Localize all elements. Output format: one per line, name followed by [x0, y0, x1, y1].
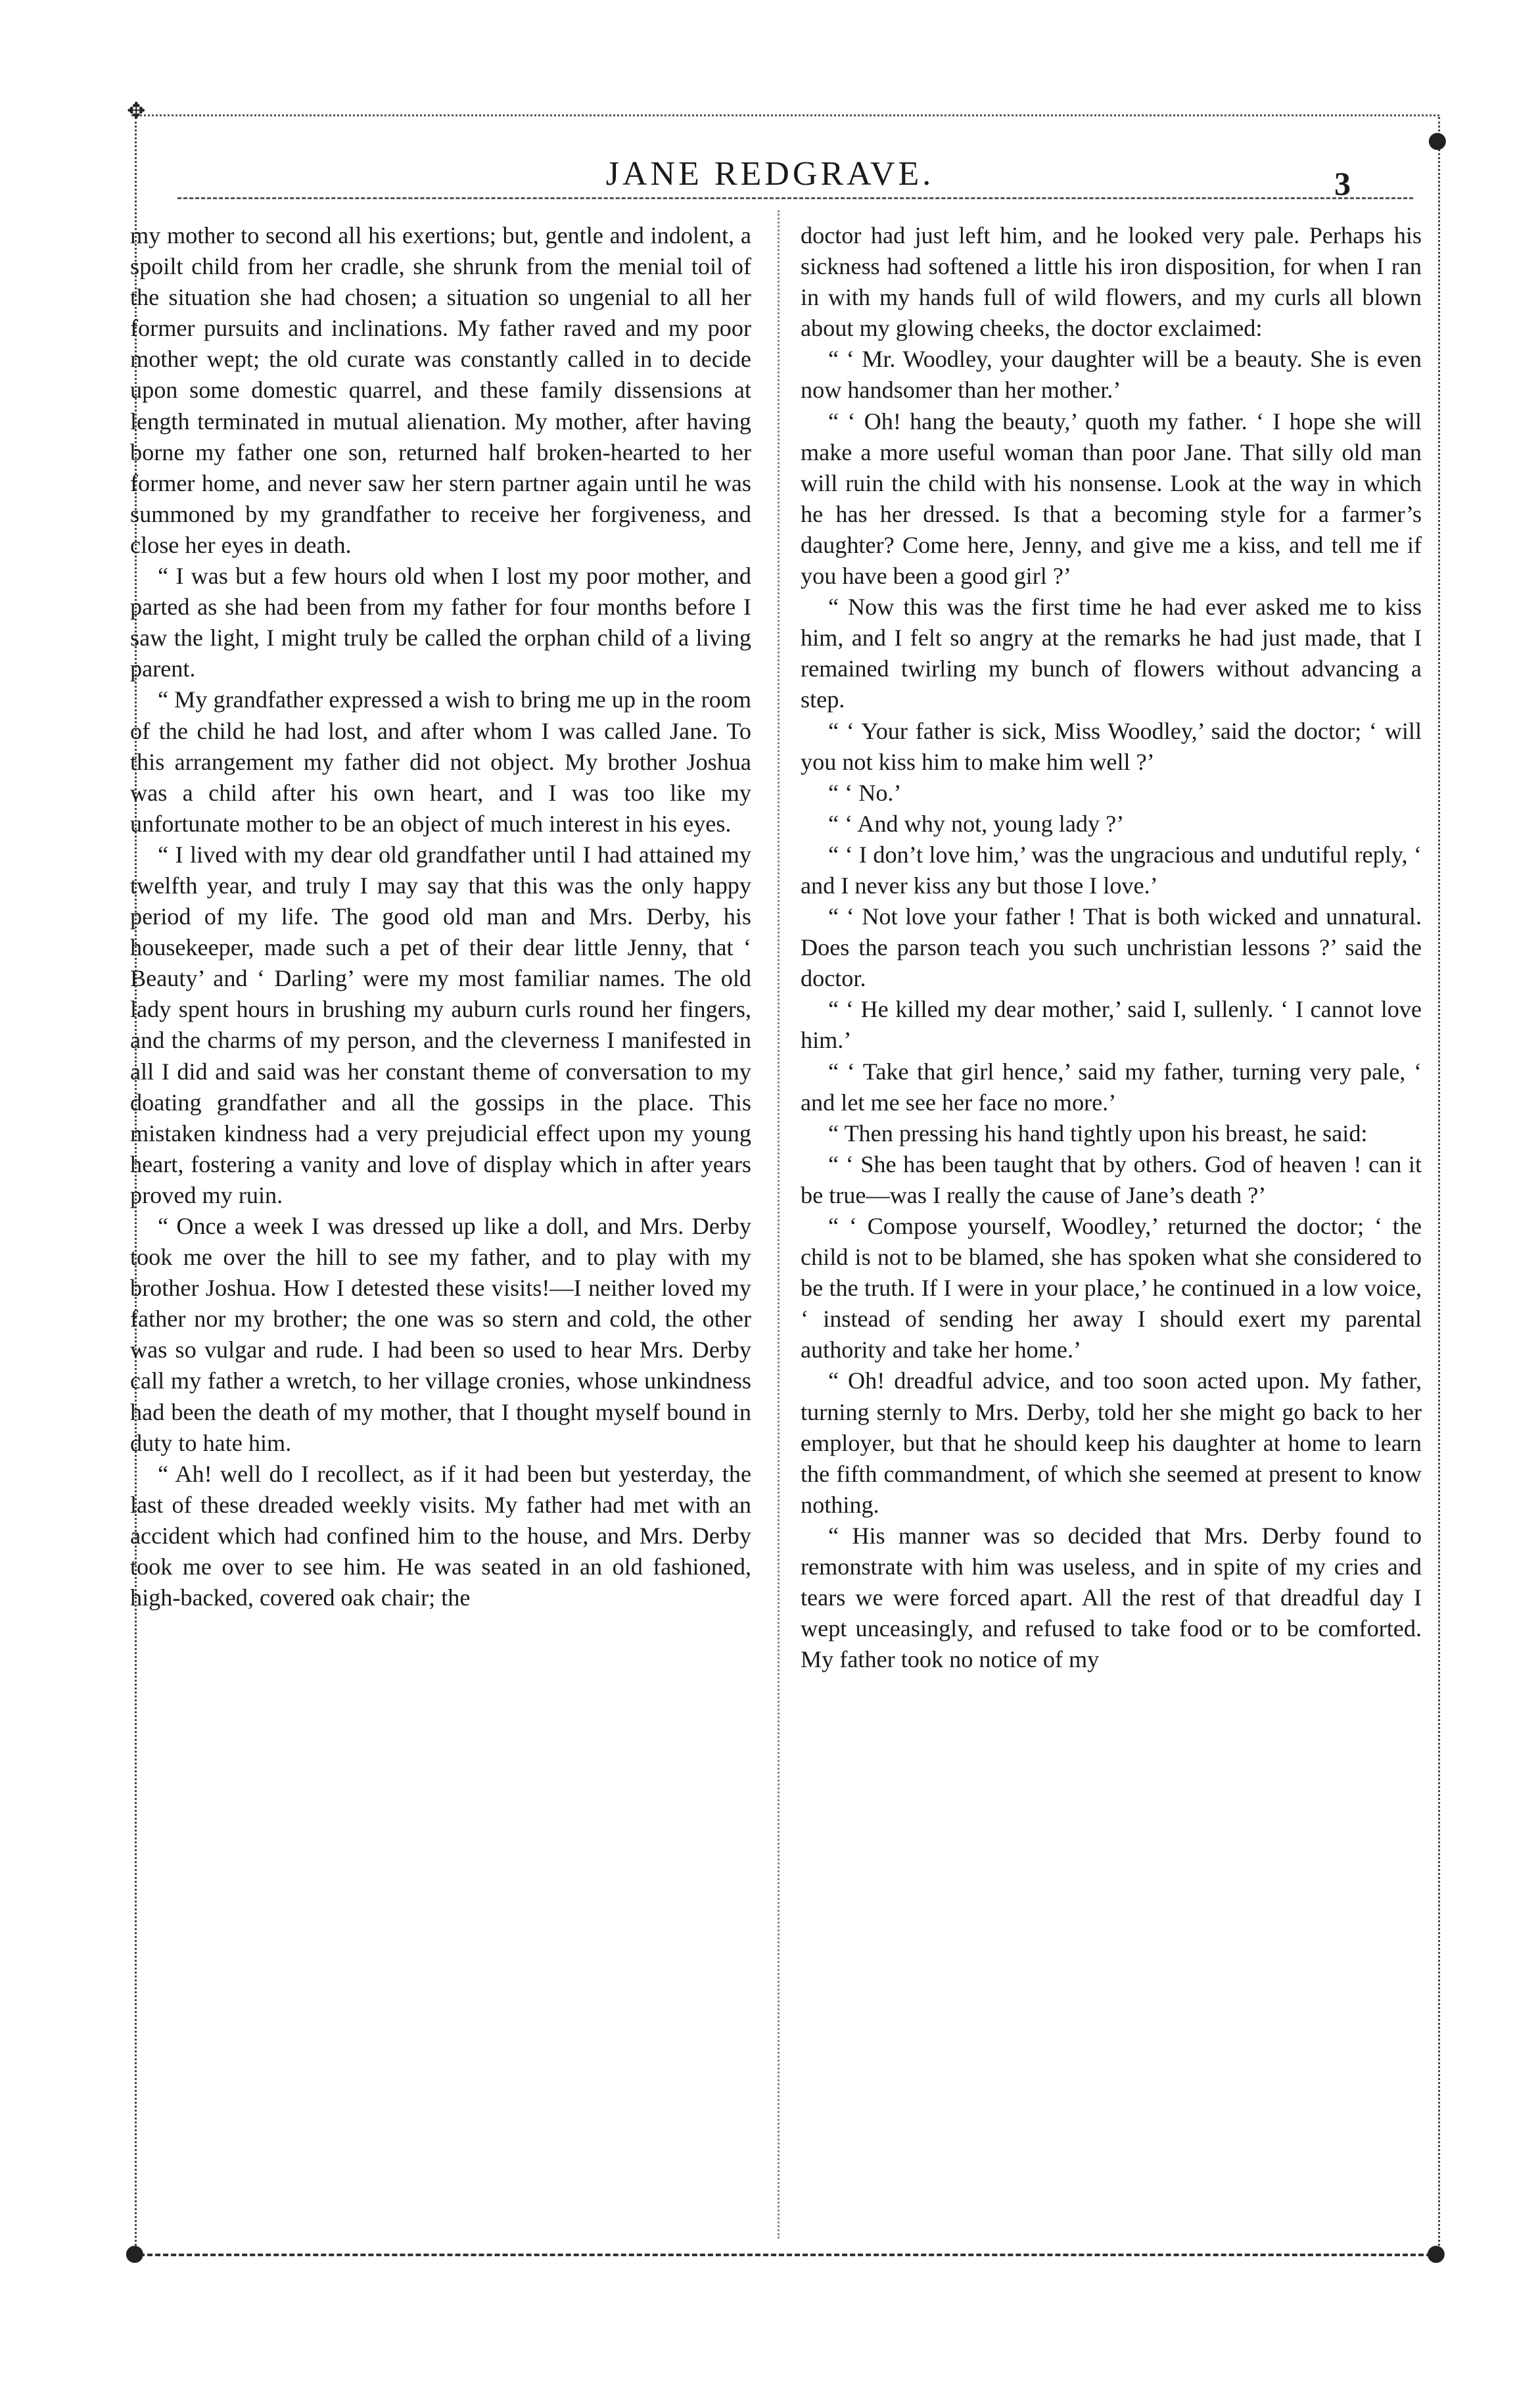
paragraph: “ ‘ No.’: [828, 779, 902, 806]
paragraph: “ ‘ Not love your father ! That is both wicked and unnatural. Does the parson teach you such unchristian lessons ?’ said the doctor.: [801, 903, 1422, 992]
column-divider: [778, 210, 780, 2238]
paragraph: “ ‘ Take that girl hence,’ said my father, turning very pale, ‘ and let me see her face no more.’: [801, 1058, 1422, 1116]
ornament-icon: ✥: [127, 98, 146, 124]
paragraph: “ ‘ Oh! hang the beauty,’ quoth my father. ‘ I hope she will make a more useful woman than poor Jane. That silly old man will ruin the child with his nonsense. Look at the way in which he has her dressed. Is that a becoming style for a farmer’s daughter? Come here, Jenny, and give me a kiss, and tell me if you have been a good girl ?’: [801, 408, 1422, 590]
paragraph: “ ‘ Mr. Woodley, your daughter will be a beauty. She is even now handsomer than her mother.’: [801, 346, 1422, 404]
paragraph: “ Oh! dreadful advice, and too soon acted upon. My father, turning sternly to Mrs. Derby, told her she might go back to her employer, but that he should keep his daughter at home to learn the fifth commandment, of which she seemed at present to know nothing.: [801, 1367, 1422, 1518]
bottom-border-rule: [131, 2254, 1439, 2256]
page-title: JANE REDGRAVE.: [605, 155, 935, 193]
header-rule: [177, 197, 1413, 199]
paragraph: “ ‘ She has been taught that by others. God of heaven ! can it be true—was I really the cause of Jane’s death ?’: [801, 1150, 1422, 1208]
ornament-icon: ●: [1426, 2240, 1446, 2266]
paragraph: “ ‘ I don’t love him,’ was the ungracious and undutiful reply, ‘ and I never kiss any but those I love.’: [801, 841, 1422, 899]
ornament-icon: ●: [1428, 127, 1447, 153]
paragraph: “ Ah! well do I recollect, as if it had been but yesterday, the last of these dreaded weekly visits. My father had met with an accident which had confined him to the house, and Mrs. Derby took me over to see him. He was seated in an old fashioned, high-backed, covered oak chair; the: [130, 1460, 751, 1611]
paragraph: “ ‘ He killed my dear mother,’ said I, sullenly. ‘ I cannot love him.’: [801, 996, 1422, 1054]
ornament-icon: ●: [125, 2240, 145, 2266]
paragraph: “ ‘ Your father is sick, Miss Woodley,’ said the doctor; ‘ will you not kiss him to make him well ?’: [801, 717, 1422, 775]
paragraph: “ Now this was the first time he had ever asked me to kiss him, and I felt so angry at the remarks he had just made, that I remained twirling my bunch of flowers without advancing a step.: [801, 594, 1422, 713]
paragraph: my mother to second all his exertions; but, gentle and indolent, a spoilt child from her cradle, she shrunk from the menial toil of the situation she had chosen; a situation so ungenial to all her former pursuits and inclinations. My father raved and my poor mother wept; the old curate was constantly called in to decide upon some domestic quarrel, and these family dissensions at length terminated in mutual alienation. My mother, after having borne my father one son, returned half broken-hearted to her former home, and never saw her stern partner again until he was summoned by my grandfather to receive her forgiveness, and close her eyes in death.: [130, 222, 751, 558]
paragraph: “ Once a week I was dressed up like a doll, and Mrs. Derby took me over the hill to see my father, and to play with my brother Joshua. How I detested these visits!—I neither loved my father nor my brother; the one was so stern and cold, the other was so vulgar and rude. I had been so used to hear Mrs. Derby call my father a wretch, to her village cronies, whose unkindness had been the death of my mother, that I thought myself bound in duty to hate him.: [130, 1213, 751, 1456]
text-column-left: [130, 220, 751, 1613]
paragraph: “ Then pressing his hand tightly upon his breast, he said:: [828, 1120, 1368, 1147]
page-number: 3: [1334, 165, 1351, 202]
paragraph: “ I lived with my dear old grandfather until I had attained my twelfth year, and truly I may say that this was the only happy period of my life. The good old man and Mrs. Derby, his housekeeper, made such a pet of their dear little Jenny, that ‘ Beauty’ and ‘ Darling’ were my most familiar names. The old lady spent hours in brushing my auburn curls round her fingers, and the charms of my person, and the cleverness I manifested in all I did and said was her constant theme of conversation to my doating grandfather and all the gossips in the place. This mistaken kindness had a very prejudicial effect upon my young heart, fostering a vanity and love of display which in after years proved my ruin.: [130, 841, 751, 1208]
paragraph: “ His manner was so decided that Mrs. Derby found to remonstrate with him was useless, and in spite of my cries and tears we were forced apart. All the rest of that dreadful day I wept unceasingly, and refused to take food or to be comforted. My father took no notice of my: [801, 1522, 1422, 1673]
paragraph: “ My grandfather expressed a wish to bring me up in the room of the child he had lost, and after whom I was called Jane. To this arrangement my father did not object. My brother Joshua was a child after his own heart, and I was too like my unfortunate mother to be an object of much interest in his eyes.: [130, 686, 751, 837]
paragraph: “ ‘ Compose yourself, Woodley,’ returned the doctor; ‘ the child is not to be blamed, she has spoken what she considered to be the truth. If I were in your place,’ he continued in a low voice, ‘ instead of sending her away I should exert my parental authority and take her home.’: [801, 1213, 1422, 1363]
text-column-right: [801, 220, 1422, 1675]
paragraph: doctor had just left him, and he looked very pale. Perhaps his sickness had softened a little his iron disposition, for when I ran in with my hands full of wild flowers, and my curls all blown about my glowing cheeks, the doctor exclaimed:: [801, 222, 1422, 342]
paragraph: “ ‘ And why not, young lady ?’: [828, 810, 1125, 837]
top-border-rule: [131, 114, 1439, 116]
paragraph: “ I was but a few hours old when I lost my poor mother, and parted as she had been from my father for four months before I saw the light, I might truly be called the orphan child of a living parent.: [130, 563, 751, 682]
